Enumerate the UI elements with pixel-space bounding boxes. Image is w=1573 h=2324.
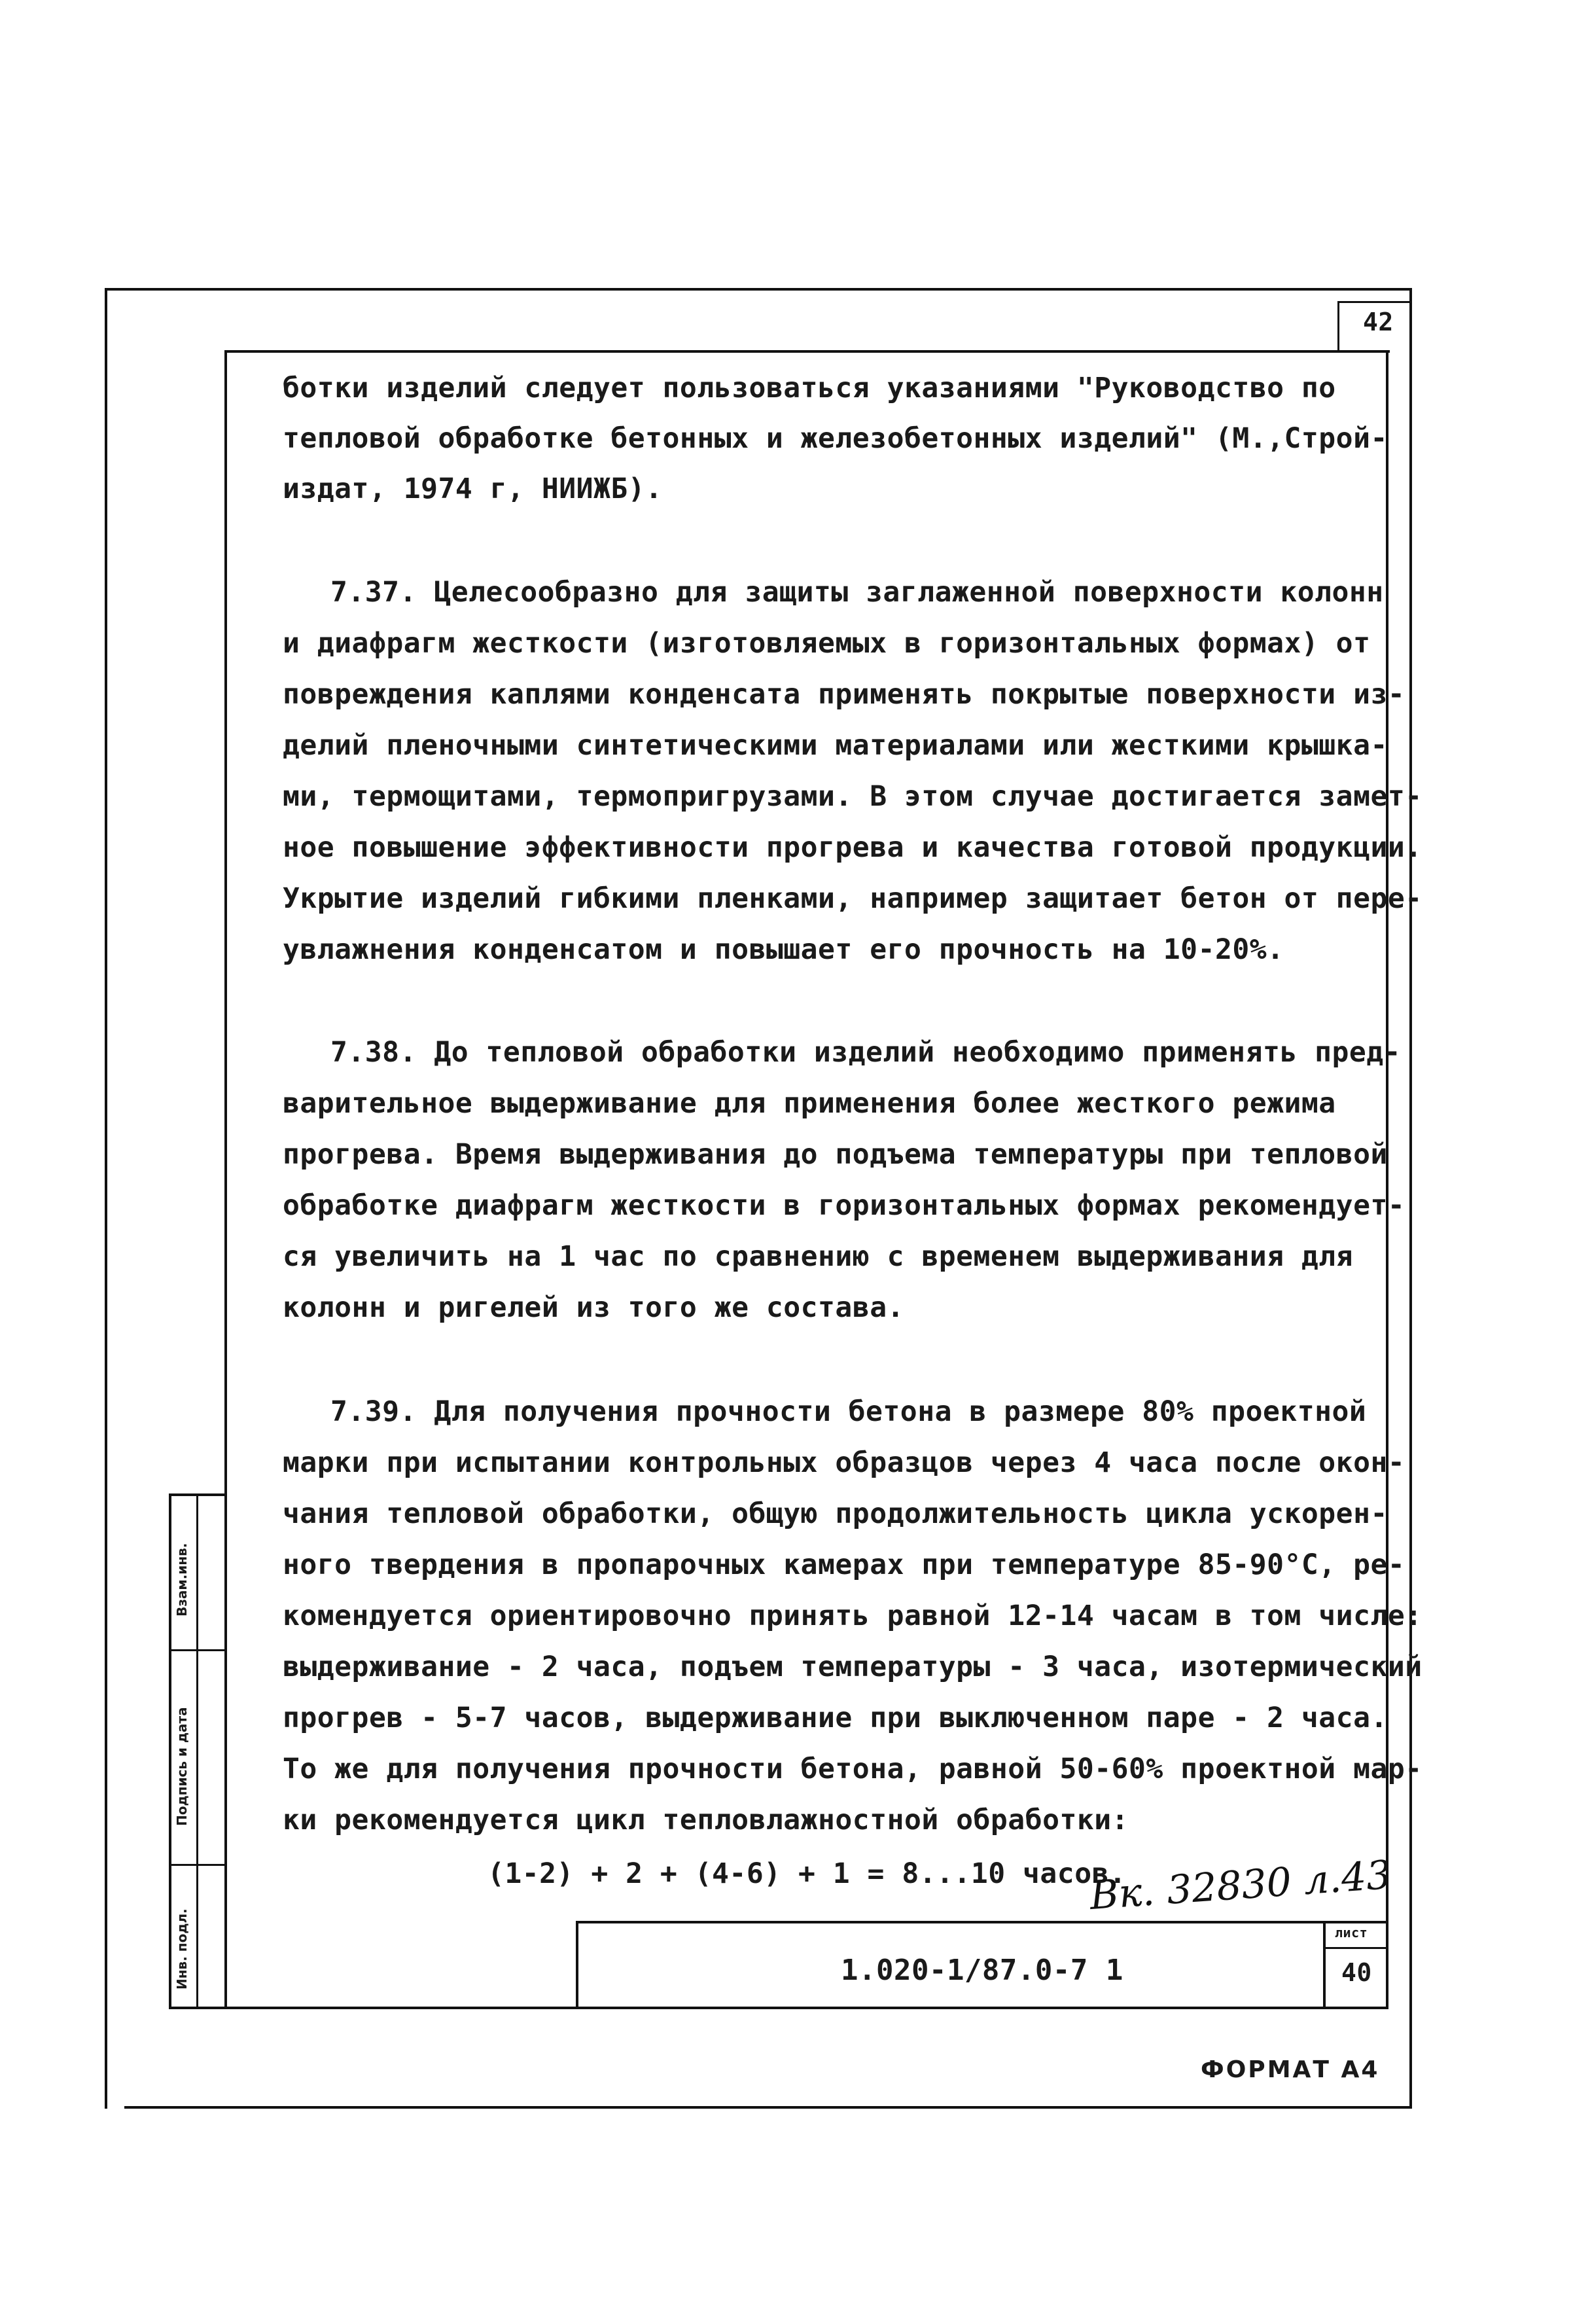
body-line: варительное выдерживание для применения более жесткого режима: [283, 1087, 1336, 1120]
sheet-box-divider: [1323, 1947, 1388, 1949]
body-line: То же для получения прочности бетона, равной 50-60% проектной мар-: [283, 1753, 1423, 1785]
stamp-label-replace: Взам.инв.: [174, 1543, 190, 1617]
sheet-box-left: [1323, 1921, 1326, 2009]
inner-frame-left: [224, 350, 227, 2009]
body-line: ми, термощитами, термопригрузами. В этом случае достигается замет-: [283, 780, 1423, 813]
outer-frame-right: [1409, 288, 1412, 2109]
body-line: увлажнения конденсатом и повышает его прочность на 10-20%.: [283, 933, 1284, 966]
outer-frame-left: [105, 288, 107, 2109]
body-line: марки при испытании контрольных образцов через 4 часа после окон-: [283, 1446, 1405, 1479]
format-label: ФОРМАТ А4: [1201, 2056, 1380, 2083]
outer-frame-top: [105, 288, 1411, 291]
formula-line: (1-2) + 2 + (4-6) + 1 = 8...10 часов.: [487, 1857, 1127, 1890]
inner-frame-bottom: [169, 2007, 1388, 2009]
stamp-div-2: [169, 1864, 227, 1866]
stamp-col-mid: [196, 1493, 198, 2009]
page-box-left: [1337, 301, 1339, 353]
inner-frame-top: [224, 350, 1390, 353]
body-line: 7.38. До тепловой обработки изделий необходимо применять пред-: [330, 1036, 1402, 1069]
body-line: 7.37. Целесообразно для защиты заглаженной поверхности колонн: [330, 576, 1384, 609]
sheet-label: лист: [1335, 1925, 1368, 1940]
handwritten-note: Вк. 32830 л.43: [1088, 1851, 1393, 1920]
stamp-col-left: [169, 1493, 171, 2009]
body-line: прогрев - 5-7 часов, выдерживание при выключенном паре - 2 часа.: [283, 1702, 1388, 1734]
body-line: ботки изделий следует пользоваться указаниями "Руководство по: [283, 372, 1336, 404]
stamp-top: [169, 1493, 227, 1496]
body-line: ного твердения в пропарочных камерах при температуре 85-90°С, ре-: [283, 1548, 1405, 1581]
body-line: прогрева. Время выдерживания до подъема температуры при тепловой: [283, 1138, 1388, 1171]
doc-code: 1.020-1/87.0-7 1: [841, 1954, 1123, 1987]
body-line: Укрытие изделий гибкими пленками, например защитает бетон от пере-: [283, 882, 1423, 915]
stamp-label-inventory: Инв. подл.: [174, 1908, 190, 1990]
body-line: колонн и ригелей из того же состава.: [283, 1291, 904, 1324]
body-line: повреждения каплями конденсата применять покрытые поверхности из-: [283, 678, 1405, 711]
stamp-label-signature: Подпись и дата: [174, 1707, 190, 1826]
body-line: и диафрагм жесткости (изготовляемых в горизонтальных формах) от: [283, 627, 1371, 660]
outer-frame-bottom: [124, 2106, 1412, 2109]
body-line: чания тепловой обработки, общую продолжительность цикла ускорен-: [283, 1497, 1388, 1530]
body-line: выдерживание - 2 часа, подъем температуры - 3 часа, изотермический: [283, 1651, 1423, 1683]
body-line: тепловой обработке бетонных и железобетонных изделий" (М.,Строй-: [283, 422, 1388, 455]
body-line: делий пленочными синтетическими материалами или жесткими крышка-: [283, 729, 1388, 762]
title-block-left: [576, 1921, 578, 2009]
stamp-div-1: [169, 1649, 227, 1651]
body-line: ся увеличить на 1 час по сравнению с временем выдерживания для: [283, 1240, 1354, 1273]
title-block-top: [576, 1921, 1388, 1923]
body-line: ное повышение эффективности прогрева и качества готовой продукции.: [283, 831, 1423, 864]
body-line: издат, 1974 г, НИИЖБ).: [283, 473, 663, 505]
body-line: ки рекомендуется цикл тепловлажностной обработки:: [283, 1804, 1129, 1836]
page-box-top: [1337, 301, 1409, 303]
body-line: комендуется ориентировочно принять равной 12-14 часам в том числе:: [283, 1600, 1423, 1632]
body-line: 7.39. Для получения прочности бетона в размере 80% проектной: [330, 1395, 1367, 1428]
sheet-number: 40: [1341, 1958, 1372, 1987]
body-line: обработке диафрагм жесткости в горизонтальных формах рекомендует-: [283, 1189, 1405, 1222]
page-number-top: 42: [1363, 308, 1394, 336]
